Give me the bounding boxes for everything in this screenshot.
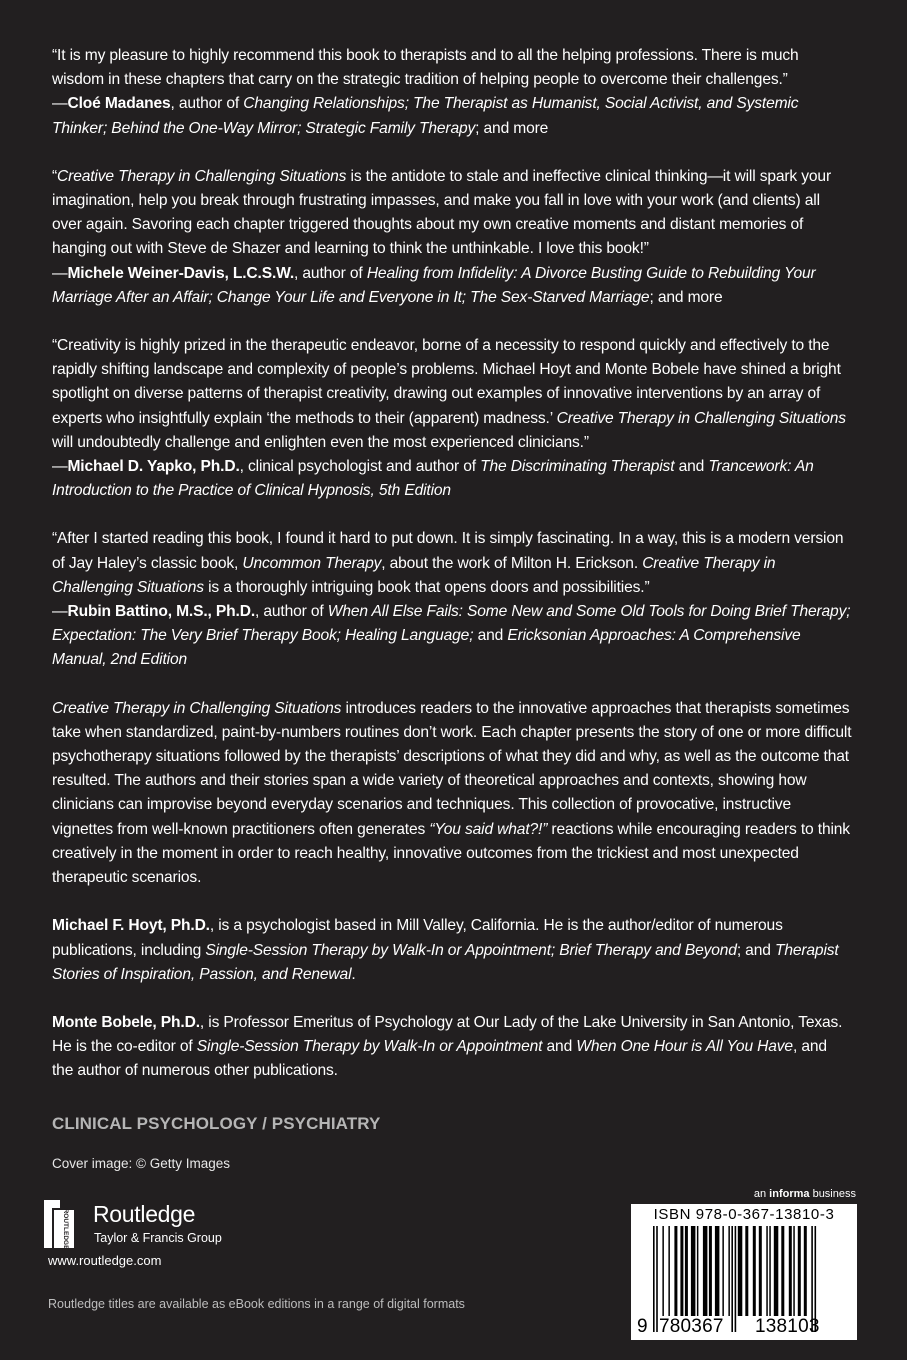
publisher-name: Routledge xyxy=(93,1201,196,1227)
barcode-bar xyxy=(759,1226,762,1316)
barcode-bar xyxy=(766,1226,768,1316)
back-cover-text xyxy=(52,44,852,1108)
bio-text: Monte Bobele, Ph.D., is Professor Emeritus of Psychology at Our Lady of the Lake University in San Antonio, Texas. He is the co-editor of Single-Session Therapy by Walk-In or Appointment and When One Hour is All You Have, and the author of numerous other publications. xyxy=(52,1013,843,1080)
barcode-bar xyxy=(668,1226,670,1316)
barcode-bar xyxy=(769,1226,771,1316)
bio-hoyt xyxy=(52,914,852,987)
endorsement-attribution: —Cloé Madanes, author of Changing Relationships; The Therapist as Humanist, Social Activist, and Systemic Thinker; Behind the One-Way Mirror; Strategic Family Therapy; and more xyxy=(52,95,799,137)
barcode-bar xyxy=(781,1226,784,1316)
barcode-bar xyxy=(656,1226,658,1332)
publisher-group: Taylor & Francis Group xyxy=(94,1231,222,1245)
barcode-bar xyxy=(774,1226,779,1316)
barcode-bar xyxy=(753,1226,756,1316)
barcode-bar xyxy=(798,1226,801,1316)
barcode-left-digits: 780367 xyxy=(659,1316,724,1337)
barcode-bar xyxy=(731,1226,733,1332)
endorsement-quote: “After I started reading this book, I found it hard to put down. It is simply fascinating. In a way, this is a modern version of Jay Haley’s classic book, Uncommon Therapy, about the work of Milton H. Erickson. Creative Therapy in Challenging Situations is a thoroughly intriguing book that opens doors and possibilities.” xyxy=(52,530,844,596)
bio-text: Michael F. Hoyt, Ph.D., is a psychologist based in Mill Valley, California. He is the author/editor of numerous publications, including Single-Session Therapy by Walk-In or Appointment; Brief Therapy and Beyond; and Therapist Stories of Inspiration, Passion, and Renewal. xyxy=(52,917,839,983)
cover-credit: Cover image: © Getty Images xyxy=(52,1156,231,1171)
barcode-bar xyxy=(738,1226,743,1316)
barcode-bar xyxy=(662,1226,664,1316)
barcode-bar xyxy=(722,1226,724,1316)
barcode-bar xyxy=(685,1226,688,1316)
endorsement-attribution: —Michele Weiner-Davis, L.C.S.W., author of Healing from Infidelity: A Divorce Busting Guide to Rebuilding Your Marriage After an Affair; Change Your Life and Everyone in It; The Sex-Starved Marriage; and more xyxy=(52,264,816,306)
endorsement-attribution: —Michael D. Yapko, Ph.D., clinical psychologist and author of The Discriminating Therapist and Trancework: An Introduction to the Practice of Clinical Hypnosis, 5th Edition xyxy=(52,458,814,500)
barcode-bar xyxy=(691,1226,696,1316)
barcode-bar xyxy=(735,1226,737,1332)
barcode-bar xyxy=(715,1226,720,1316)
informa-business-label: an informa business xyxy=(753,1188,856,1200)
endorsement-battino xyxy=(52,527,852,672)
author-name: Michael F. Hoyt, Ph.D. xyxy=(52,917,210,935)
endorser-name: Rubin Battino, M.S., Ph.D. xyxy=(67,603,255,621)
barcode-right-digits: 138103 xyxy=(755,1316,820,1337)
barcode-bar xyxy=(680,1226,683,1316)
book-description xyxy=(52,697,852,891)
description-text: Creative Therapy in Challenging Situations introduces readers to the innovative approaches that therapists sometimes take when standardized, paint-by-numbers routines don’t work. Each chapter presents the story of one or more difficult psychotherapy situations followed by the therapists’ descriptions of what they did and why, as well as the outcome that resulted. The authors and their stories span a wide variety of theoretical approaches and contexts, showing how clinicians can improvise beyond everyday scenarios and techniques. This collection of provocative, instructive vignettes from well-known practitioners often generates “You said what?!” reactions while encouraging readers to think creatively in the moment in order to reach healthy, innovative outcomes from the trickiest and most unexpected therapeutic scenarios. xyxy=(52,699,852,887)
barcode-bar xyxy=(674,1226,677,1316)
logo-mark-text: ROUTLEDGE xyxy=(62,1208,69,1250)
barcode-bar xyxy=(804,1226,807,1316)
barcode-bar xyxy=(745,1226,748,1316)
endorser-name: Cloé Madanes xyxy=(67,95,171,113)
ebook-note: Routledge titles are available as eBook editions in a range of digital formats xyxy=(48,1297,465,1311)
bio-bobele xyxy=(52,1011,852,1084)
barcode-bar xyxy=(728,1226,730,1316)
isbn-label: ISBN 978-0-367-13810-3 xyxy=(653,1206,835,1223)
barcode-bar xyxy=(653,1226,655,1332)
routledge-logo-icon xyxy=(40,1198,88,1250)
endorsement-madanes xyxy=(52,44,852,141)
barcode-bar xyxy=(709,1226,712,1316)
publisher-url[interactable]: www.routledge.com xyxy=(48,1253,162,1268)
endorsement-weiner-davis xyxy=(52,165,852,310)
endorsement-attribution: —Rubin Battino, M.S., Ph.D., author of When All Else Fails: Some New and Some Old Tools for Doing Brief Therapy; Expectation: The Very Brief Therapy Book; Healing Language; and Ericksonian Approaches: A Comprehensive Manual, 2nd Edition xyxy=(52,603,851,669)
endorsement-quote: “Creativity is highly prized in the therapeutic endeavor, borne of a necessity to respond quickly and effectively to the rapidly shifting landscape and complexity of people’s problems. Michael Hoyt and Monte Bobele have shined a bright spotlight on diverse patterns of therapist creativity, drawing out examples of innovative interventions by an array of experts who insightfully explain ‘the methods to their (apparent) madness.’ Creative Therapy in Challenging Situations will undoubtedly challenge and enlighten even the most experienced clinicians.” xyxy=(52,337,846,451)
endorser-name: Michael D. Yapko, Ph.D. xyxy=(67,458,240,476)
barcode-lead-digit: 9 xyxy=(637,1316,648,1337)
barcode-bar xyxy=(697,1226,699,1316)
isbn-barcode xyxy=(631,1204,857,1340)
endorsement-quote: “Creative Therapy in Challenging Situations is the antidote to stale and ineffective clinical thinking—it will spark your imagination, help you break through frustrating impasses, and make you fall in love with your work (and clients) all over again. Savoring each chapter triggered thoughts about my own creative moments and distant memories of hanging out with Steve de Shazer and learning to think the unthinkable. I love this book!” xyxy=(52,167,831,258)
barcode-bar xyxy=(793,1226,795,1316)
endorsement-quote: “It is my pleasure to highly recommend this book to therapists and to all the helping professions. There is much wisdom in these chapters that carry on the strategic tradition of helping people to overcome their challenges.” xyxy=(52,47,799,89)
author-name: Monte Bobele, Ph.D. xyxy=(52,1013,200,1031)
subject-category: CLINICAL PSYCHOLOGY / PSYCHIATRY xyxy=(52,1114,381,1133)
endorsement-yapko xyxy=(52,334,852,503)
barcode-bar xyxy=(703,1226,708,1316)
endorser-name: Michele Weiner-Davis, L.C.S.W. xyxy=(67,264,295,282)
barcode-bar xyxy=(789,1226,792,1316)
